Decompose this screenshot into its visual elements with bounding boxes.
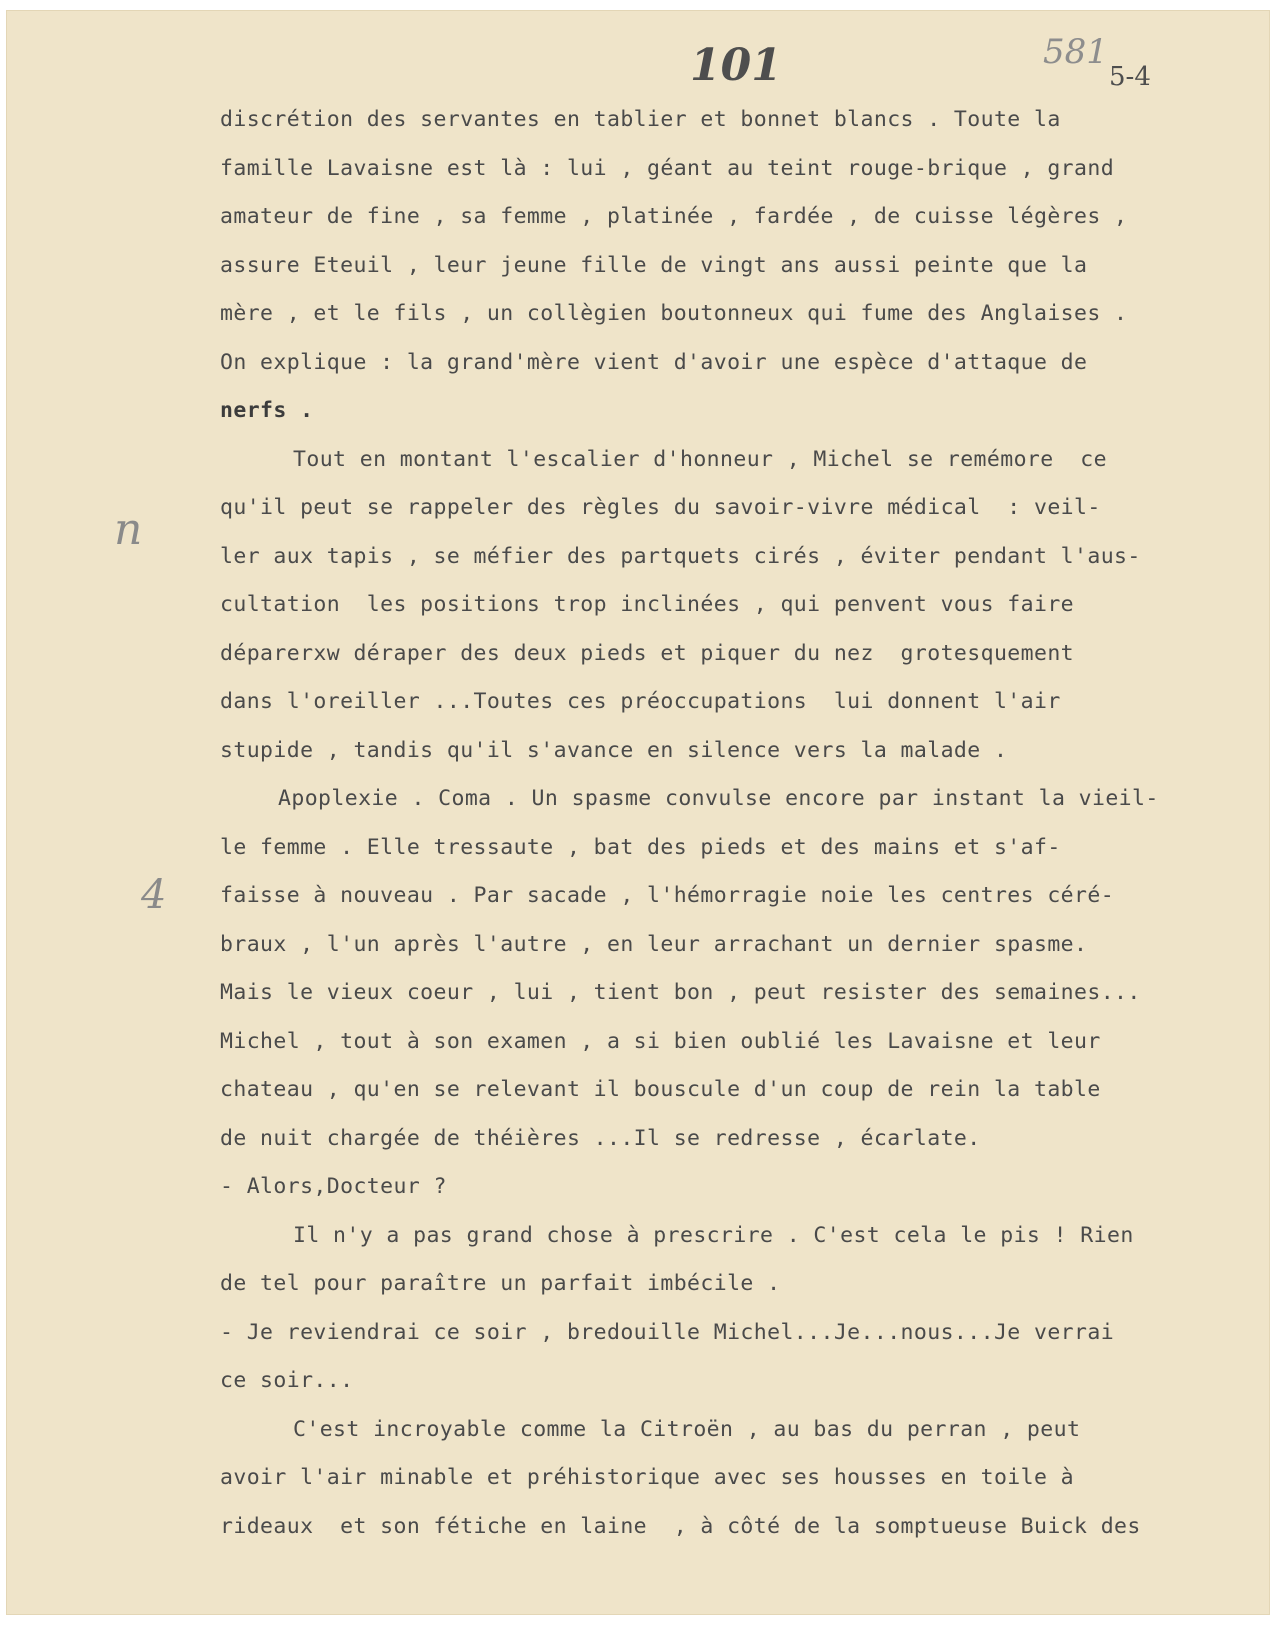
text-line: cultation les positions trop inclinées , qui penvent vous faire bbox=[220, 592, 1075, 617]
text-line: Tout en montant l'escalier d'honneur , Michel se remémore ce bbox=[293, 446, 1107, 472]
text-line: ce soir... bbox=[220, 1368, 354, 1393]
text-line: braux , l'un après l'autre , en leur arrachant un dernier spasme. bbox=[220, 931, 1088, 957]
text-line: mère , et le fils , un collègien boutonneux qui fume des Anglaises . bbox=[220, 301, 1128, 326]
dialogue-line: - Je reviendrai ce soir , bredouille Michel...Je...nous...Je verrai bbox=[220, 1319, 1115, 1345]
margin-mark: 4 bbox=[141, 872, 167, 918]
text-line: faisse à nouveau . Par sacade , l'hémorragie noie les centres céré- bbox=[220, 883, 1115, 908]
folio-number: 101 bbox=[690, 40, 782, 91]
text-line: chateau , qu'en se relevant il bouscule d'un coup de rein la table bbox=[220, 1077, 1101, 1102]
dialogue-line: - Alors,Docteur ? bbox=[220, 1174, 447, 1199]
text-line: ler aux tapis , se méfier des partquets cirés , éviter pendant l'aus- bbox=[220, 543, 1141, 569]
text-line: famille Lavaisne est là : lui , géant au teint rouge-brique , grand bbox=[220, 155, 1115, 181]
text-line: assure Eteuil , leur jeune fille de vingt ans aussi peinte que la bbox=[220, 252, 1088, 278]
text-line: le femme . Elle tressaute , bat des pieds et des mains et s'af- bbox=[220, 834, 1061, 860]
text-line: rideaux et son fétiche en laine , à côté de la somptueuse Buick des bbox=[220, 1513, 1141, 1539]
text-line: dans l'oreiller ...Toutes ces préoccupations lui donnent l'air bbox=[220, 689, 1061, 714]
text-line: avoir l'air minable et préhistorique avec ses housses en toile à bbox=[220, 1465, 1075, 1490]
archive-stamp-number: 581 bbox=[1043, 32, 1108, 72]
text-line: Mais le vieux coeur , lui , tient bon , peut resister des semaines... bbox=[220, 980, 1141, 1005]
text-line: stupide , tandis qu'il s'avance en silence vers la malade . bbox=[220, 737, 1008, 763]
text-line: qu'il peut se rappeler des règles du savoir-vivre médical : veil- bbox=[220, 495, 1101, 520]
margin-mark: n bbox=[114, 504, 143, 555]
text-line: amateur de fine , sa femme , platinée , fardée , de cuisse légères , bbox=[220, 204, 1128, 229]
page-number: 5-4 bbox=[1109, 62, 1151, 92]
text-line: discrétion des servantes en tablier et bonnet blancs . Toute la bbox=[220, 107, 1061, 132]
text-line: de nuit chargée de théières ...Il se redresse , écarlate. bbox=[220, 1125, 981, 1151]
text-line: Il n'y a pas grand chose à prescrire . C'est cela le pis ! Rien bbox=[293, 1222, 1134, 1248]
text-line: déparerxw déraper des deux pieds et piquer du nez grotesquement bbox=[220, 640, 1075, 666]
text-line: nerfs . bbox=[220, 398, 314, 423]
manuscript-body bbox=[220, 96, 1260, 1551]
text-line: Apoplexie . Coma . Un spasme convulse encore par instant la vieil- bbox=[278, 786, 1159, 811]
text-line: On explique : la grand'mère vient d'avoir une espèce d'attaque de bbox=[220, 349, 1088, 375]
text-line: Michel , tout à son examen , a si bien oublié les Lavaisne et leur bbox=[220, 1028, 1101, 1054]
text-line: de tel pour paraître un parfait imbécile . bbox=[220, 1271, 781, 1296]
text-line: C'est incroyable comme la Citroën , au bas du perran , peut bbox=[293, 1416, 1081, 1442]
